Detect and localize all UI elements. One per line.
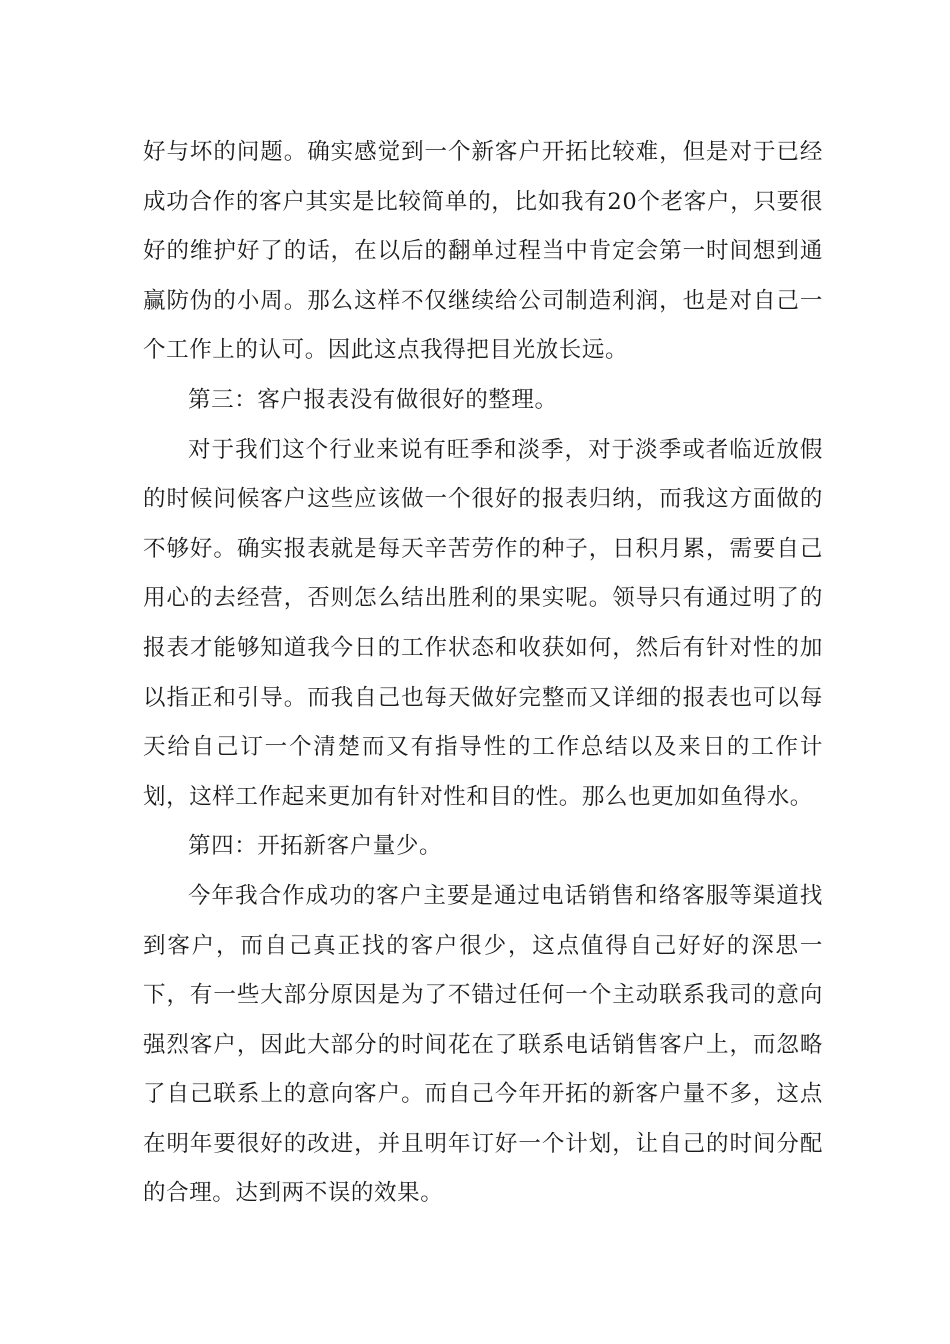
paragraph-continuation: 好与坏的问题。确实感觉到一个新客户开拓比较难，但是对于已经成功合作的客户其实是比较简单的，比如我有20个老客户，只要很好的维护好了的话，在以后的翻单过程当中肯定会第一时间想到通赢防伪的小周。那么这样不仅继续给公司制造利润，也是对自己一个工作上的认可。因此这点我得把目光放长远。 [143, 139, 823, 364]
section-heading-fourth: 第四：开拓新客户量少。 [188, 833, 443, 860]
paragraph-reports: 对于我们这个行业来说有旺季和淡季，对于淡季或者临近放假的时候问候客户这些应该做一个很好的报表归纳，而我这方面做的不够好。确实报表就是每天辛苦劳作的种子，日积月累，需要自己用心的去经营，否则怎么结出胜利的果实呢。领导只有通过明了的报表才能够知道我今日的工作状态和收获如何，然后有针对性的加以指正和引导。而我自己也每天做好完整而又详细的报表也可以每天给自己订一个清楚而又有指导性的工作总结以及来日的工作计划，这样工作起来更加有针对性和目的性。那么也更加如鱼得水。 [143, 436, 823, 810]
paragraph-new-customers: 今年我合作成功的客户主要是通过电话销售和络客服等渠道找到客户，而自己真正找的客户很少，这点值得自己好好的深思一下，有一些大部分原因是为了不错过任何一个主动联系我司的意向强烈客户，因此大部分的时间花在了联系电话销售客户上，而忽略了自己联系上的意向客户。而自己今年开拓的新客户量不多，这点在明年要很好的改进，并且明年订好一个计划，让自己的时间分配的合理。达到两不误的效果。 [143, 882, 823, 1207]
document-body [143, 128, 823, 1219]
section-heading-third: 第三：客户报表没有做很好的整理。 [188, 386, 558, 413]
